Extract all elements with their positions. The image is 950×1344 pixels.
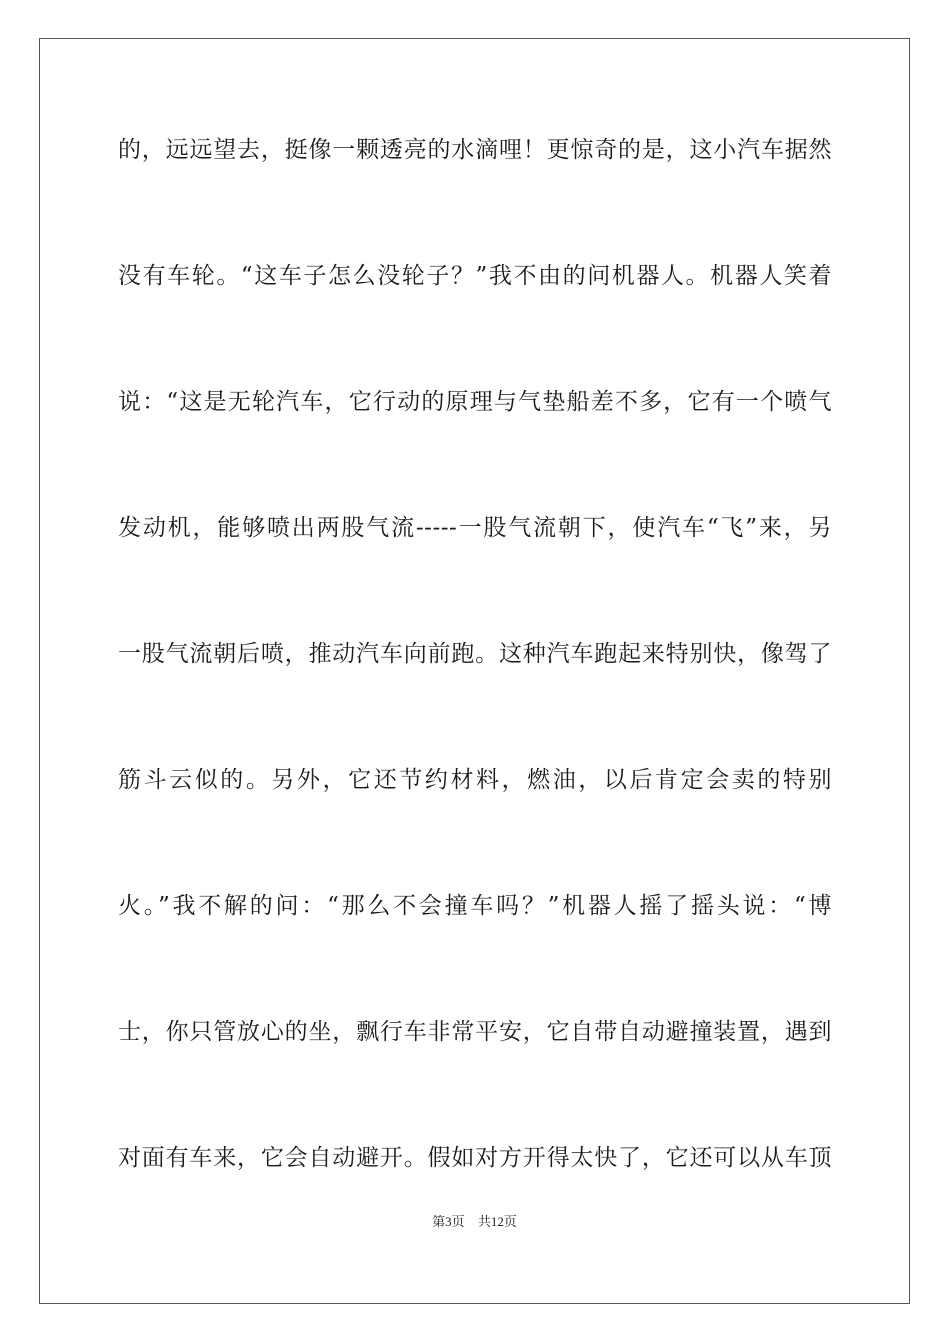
paragraph-line-5: 一股气流朝后喷，推动汽车向前跑。这种汽车跑起来特别快，像驾了: [118, 641, 832, 667]
total-page-count: 共12页: [477, 1214, 517, 1229]
paragraph-line-4: 发动机，能够喷出两股气流-----一股气流朝下，使汽车“飞”来，另: [118, 515, 832, 541]
paragraph-line-9: 对面有车来，它会自动避开。假如对方开得太快了，它还可以从车顶: [118, 1145, 832, 1171]
paragraph-line-3: 说：“这是无轮汽车，它行动的原理与气垫船差不多，它有一个喷气: [118, 389, 832, 415]
paragraph-line-2: 没有车轮。“这车子怎么没轮子？”我不由的问机器人。机器人笑着: [118, 263, 832, 289]
page-footer: [40, 1211, 909, 1230]
current-page-number: 第3页: [432, 1214, 465, 1229]
paragraph-line-8: 士，你只管放心的坐，飘行车非常平安，它自带自动避撞装置，遇到: [118, 1019, 832, 1045]
paragraph-line-6: 筋斗云似的。另外，它还节约材料，燃油，以后肯定会卖的特别: [118, 767, 832, 793]
document-page: [39, 38, 910, 1304]
paragraph-line-7: 火。”我不解的问：“那么不会撞车吗？”机器人摇了摇头说：“博: [118, 893, 832, 919]
paragraph-line-1: 的，远远望去，挺像一颗透亮的水滴哩！更惊奇的是，这小汽车据然: [118, 137, 832, 163]
